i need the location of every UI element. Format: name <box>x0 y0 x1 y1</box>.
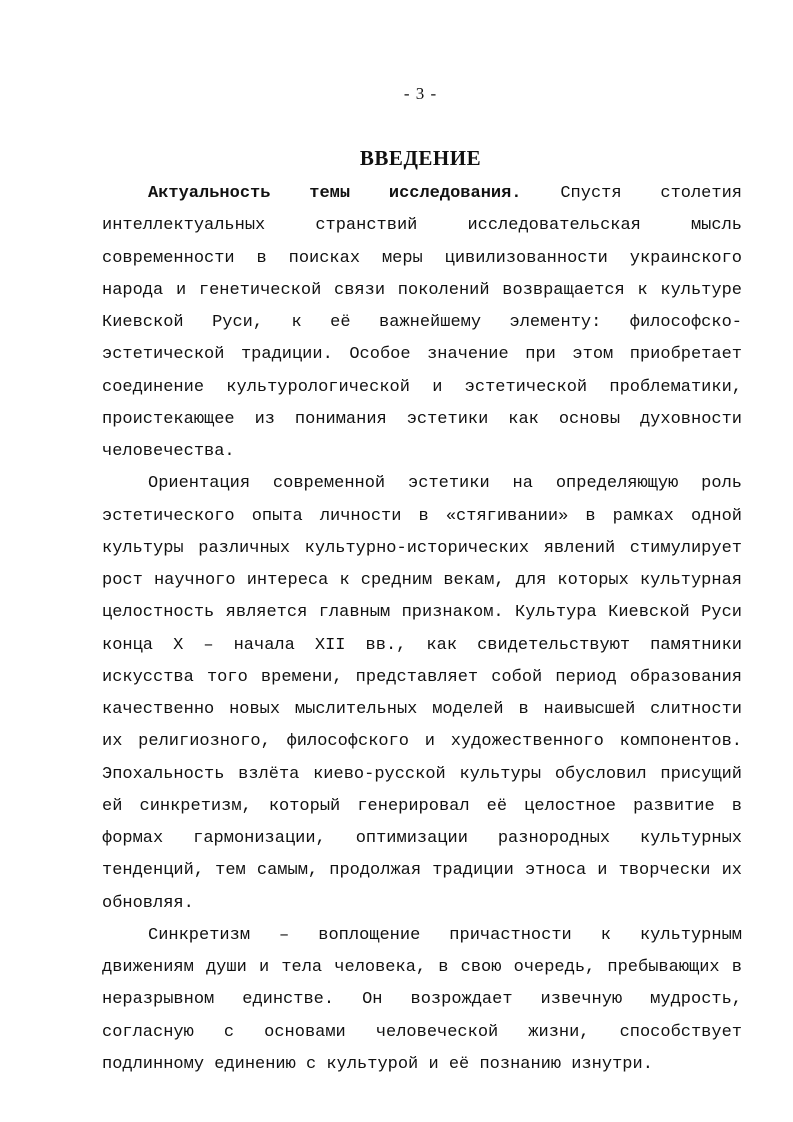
paragraph-lead: Актуальность темы исследования. <box>148 184 522 203</box>
page-title: ВВЕДЕНИЕ <box>359 146 482 170</box>
document-body <box>102 178 742 1081</box>
paragraph-1 <box>102 178 742 468</box>
paragraph-text: Ориентация современной эстетики на определяющую роль эстетического опыта личности в «стягивании» в рамках одной культуры различных культурно-исторических явлений стимулирует рост научного интереса к средним векам, для которых культурная целостность является главным признаком. Культура Киевской Руси конца X – начала XII вв., как свидетельствуют памятники искусства того времени, представляет собой период образования качественно новых мыслительных моделей в наивысшей слитности их религиозного, философского и художественного компонентов. Эпохальность взлёта киево-русской культуры обусловил присущий ей синкретизм, который генерировал её целостное развитие в формах гармонизации, оптимизации разнородных культурных тенденций, тем самым, продолжая традиции этноса и творчески их обновляя. <box>102 474 742 913</box>
paragraph-2 <box>102 468 742 920</box>
paragraph-3 <box>102 920 742 1081</box>
page-number: - 3 - <box>403 84 438 103</box>
paragraph-text: Синкретизм – воплощение причастности к культурным движениям души и тела человека, в свою очередь, пребывающих в неразрывном единстве. Он возрождает извечную мудрость, согласную с основами человеческой жизни, способствует подлинному единению с культурой и её познанию изнутри. <box>102 925 742 1074</box>
paragraph-text: Спустя столетия интеллектуальных странствий исследовательская мысль современности в поисках меры цивилизованности украинского народа и генетической связи поколений возвращается к культуре Киевской Руси, к её важнейшему элементу: философско-эстетической традиции. Особое значение при этом приобретает соединение культурологической и эстетической проблематики, проистекающее из понимания эстетики как основы духовности человечества. <box>102 184 742 461</box>
